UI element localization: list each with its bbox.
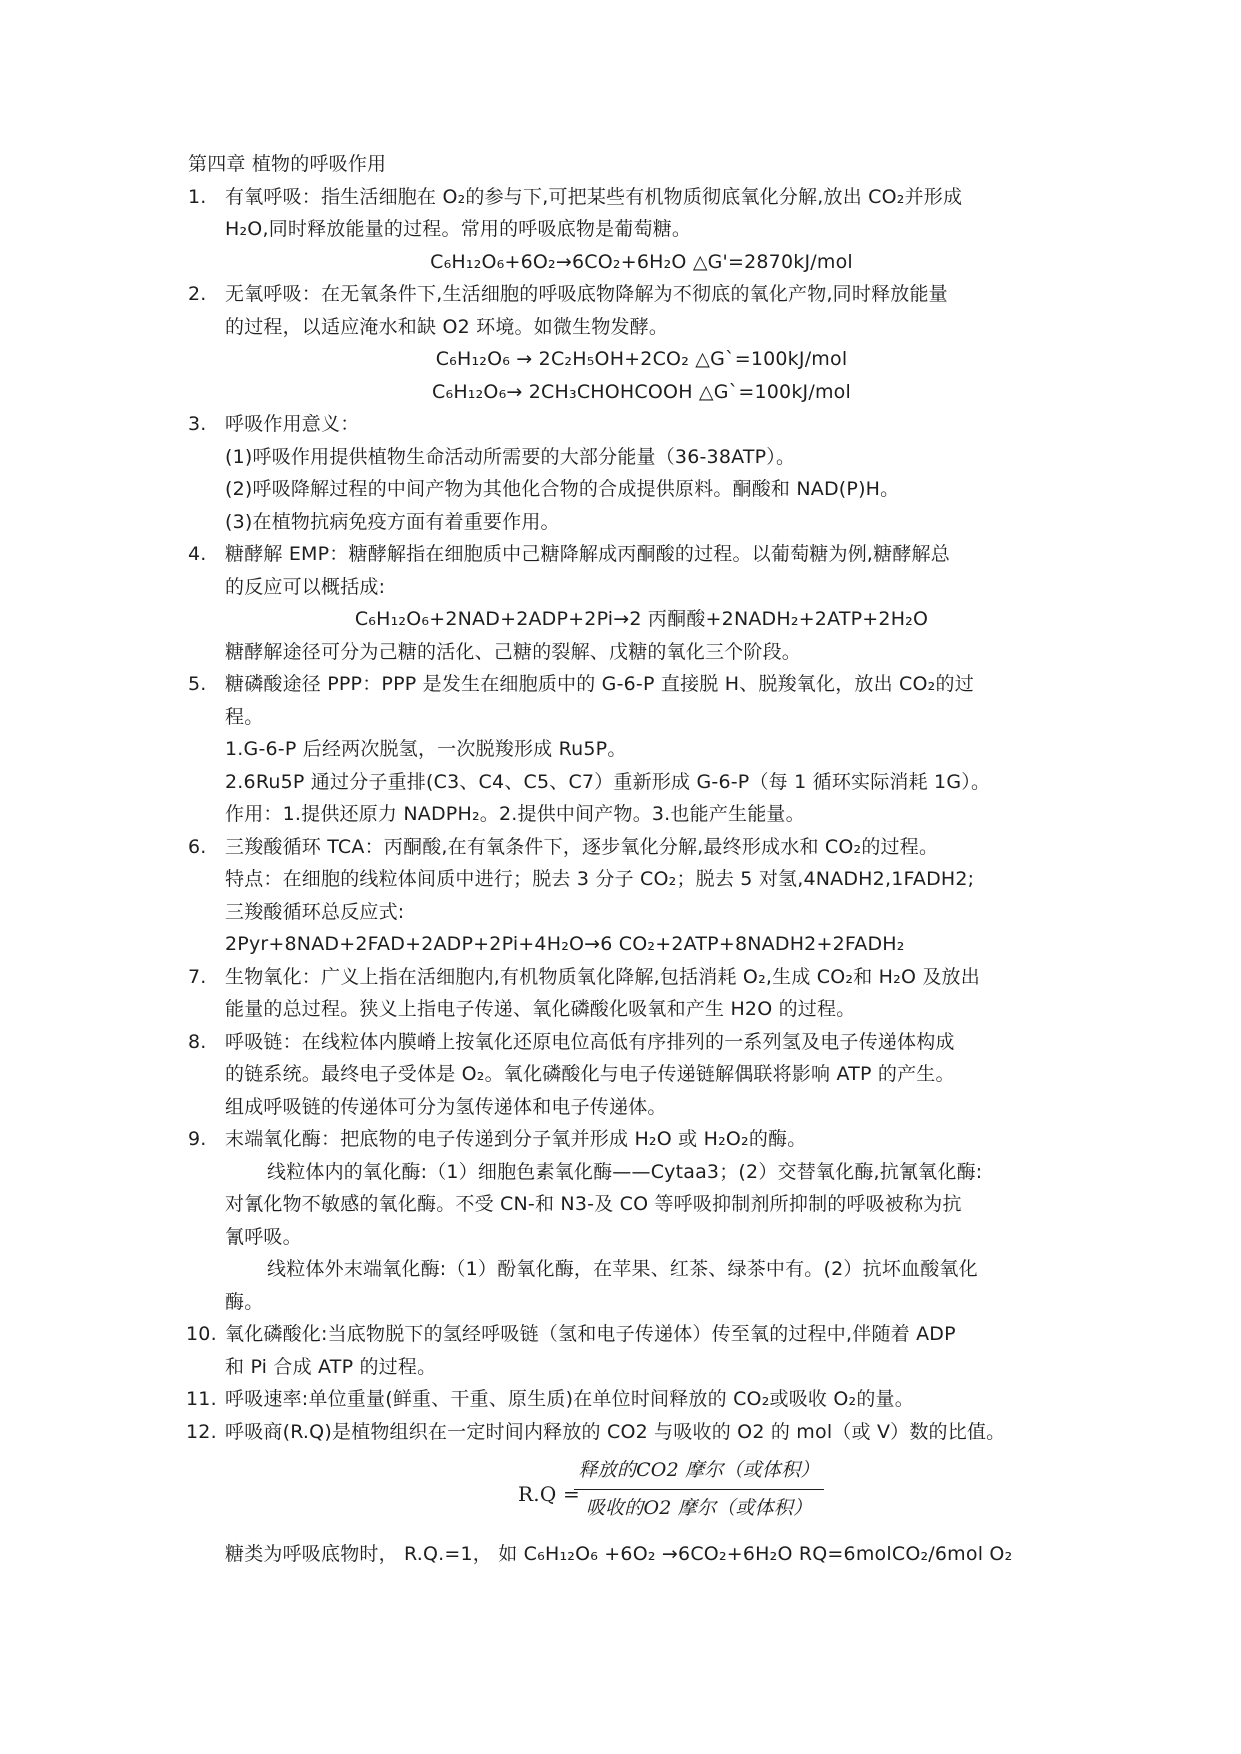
chapter-title: 第四章 植物的呼吸作用 — [188, 153, 387, 175]
list-item-6 — [188, 831, 1058, 961]
list-item-2 — [188, 278, 1058, 408]
item-text-line: 2.6Ru5P 通过分子重排(C3、C4、C5、C7）重新形成 G-6-P（每 1 循环实际消耗 1G）。 — [225, 770, 991, 793]
item-text-line: 生物氧化：广义上指在活细胞内,有机物质氧化降解,包括消耗 O₂,生成 CO₂和 H₂O 及放出 — [225, 965, 980, 988]
fraction-bar — [574, 1489, 824, 1490]
item-number: 5. — [188, 673, 207, 695]
item-text-line: 有氧呼吸：指生活细胞在 O₂的参与下,可把某些有机物质彻底氧化分解,放出 CO₂并形成 — [225, 185, 963, 208]
formula: C₆H₁₂O₆+2NAD+2ADP+2Pi→2 丙酮酸+2NADH₂+2ATP+2H₂O — [354, 608, 929, 630]
item-text-line: (2)呼吸降解过程的中间产物为其他化合物的合成提供原料。酮酸和 NAD(P)H。 — [225, 478, 900, 500]
formula: C₆H₁₂O₆+6O₂→6CO₂+6H₂O △G'=2870kJ/mol — [430, 250, 853, 273]
rq-equation — [225, 1454, 1058, 1538]
item-text-line: 对氰化物不敏感的氧化酶。不受 CN-和 N3-及 CO 等呼吸抑制剂所抑制的呼吸被称为抗 — [225, 1193, 962, 1215]
item-text-line: (3)在植物抗病免疫方面有着重要作用。 — [225, 510, 560, 533]
rq-lhs: R.Q = — [518, 1482, 580, 1506]
item-text-line: (1)呼吸作用提供植物生命活动所需要的大部分能量（36-38ATP）。 — [225, 445, 796, 468]
rq-denominator: 吸收的O2 摩尔（或体积） — [585, 1496, 813, 1519]
item-text-line: 2Pyr+8NAD+2FAD+2ADP+2Pi+4H₂O→6 CO₂+2ATP+8NADH2+2FADH₂ — [225, 933, 905, 955]
rq-numerator: 释放的CO2 摩尔（或体积） — [578, 1459, 820, 1481]
item-text-line: 作用：1.提供还原力 NADPH₂。2.提供中间产物。3.也能产生能量。 — [225, 803, 805, 825]
item-text-line: 酶。 — [225, 1290, 264, 1313]
list-item-12 — [188, 1416, 1058, 1571]
item-text-line: 1.G-6-P 后经两次脱氢，一次脱羧形成 Ru5P。 — [225, 738, 627, 760]
item-number: 8. — [188, 1030, 207, 1053]
item-text-line: H₂O,同时释放能量的过程。常用的呼吸底物是葡萄糖。 — [225, 218, 692, 240]
list-item-9 — [188, 1123, 1058, 1318]
item-text-line: 糖酵解途径可分为己糖的活化、己糖的裂解、戊糖的氧化三个阶段。 — [225, 640, 802, 663]
item-number: 4. — [188, 543, 207, 565]
item-text-line: 的链系统。最终电子受体是 O₂。氧化磷酸化与电子传递链解偶联将影响 ATP 的产生。 — [225, 1063, 955, 1085]
list-item-8 — [188, 1026, 1058, 1124]
list-item-4 — [188, 538, 1058, 668]
item-text-line: 三羧酸循环 TCA：丙酮酸,在有氧条件下，逐步氧化分解,最终形成水和 CO₂的过程。 — [225, 835, 939, 858]
item-text-line: 呼吸作用意义： — [225, 413, 360, 435]
item-text-line: 线粒体内的氧化酶:（1）细胞色素氧化酶——Cytaa3；(2）交替氧化酶,抗氰氧化酶: — [267, 1160, 983, 1183]
list-item-10 — [188, 1318, 1058, 1383]
item-number: 9. — [188, 1128, 207, 1150]
list-item-1 — [188, 181, 1058, 279]
item-number: 1. — [188, 185, 207, 208]
item-number: 7. — [188, 965, 207, 988]
item-text-line: 特点：在细胞的线粒体间质中进行；脱去 3 分子 CO₂；脱去 5 对氢,4NADH2,1FADH2; — [225, 868, 975, 890]
document-body — [188, 148, 1058, 1571]
item-number: 11. — [186, 1388, 217, 1410]
rq-fraction — [574, 1454, 824, 1524]
list-item-7 — [188, 961, 1058, 1026]
item-number: 12. — [186, 1420, 217, 1443]
item-text-line: 糖磷酸途径 PPP：PPP 是发生在细胞质中的 G-6-P 直接脱 H、脱羧氧化，放出 CO₂的过 — [225, 673, 974, 695]
item-text-line: 氧化磷酸化:当底物脱下的氢经呼吸链（氢和电子传递体）传至氧的过程中,伴随着 ADP — [225, 1323, 956, 1345]
item-text-line: 组成呼吸链的传递体可分为氢传递体和电子传递体。 — [225, 1095, 667, 1118]
item-text-line: 无氧呼吸：在无氧条件下,生活细胞的呼吸底物降解为不彻底的氧化产物,同时释放能量 — [225, 283, 948, 305]
item-number: 10. — [186, 1323, 217, 1345]
item-text-line: 呼吸商(R.Q)是植物组织在一定时间内释放的 CO2 与吸收的 O2 的 mol（或 V）数的比值。 — [225, 1420, 1006, 1443]
item-number: 3. — [188, 413, 207, 435]
formula: C₆H₁₂O₆ → 2C₂H₅OH+2CO₂ △G`=100kJ/mol — [435, 348, 848, 370]
list-item-5 — [188, 668, 1058, 831]
item-text-line: 糖类为呼吸底物时， R.Q.=1， 如 C₆H₁₂O₆ +6O₂ →6CO₂+6H₂O RQ=6molCO₂/6mol O₂ — [225, 1543, 1013, 1565]
item-text-line: 程。 — [225, 705, 264, 728]
list-item-3 — [188, 408, 1058, 538]
item-text-line: 线粒体外末端氧化酶:（1）酚氧化酶，在苹果、红茶、绿茶中有。(2）抗坏血酸氧化 — [267, 1258, 978, 1280]
item-text-line: 和 Pi 合成 ATP 的过程。 — [225, 1355, 437, 1378]
item-text-line: 呼吸链：在线粒体内膜嵴上按氧化还原电位高低有序排列的一系列氢及电子传递体构成 — [225, 1030, 955, 1053]
list-item-11 — [188, 1383, 1058, 1416]
item-text-line: 的过程，以适应淹水和缺 O2 环境。如微生物发酵。 — [225, 315, 669, 338]
item-number: 2. — [188, 283, 207, 305]
item-text-line: 糖酵解 EMP：糖酵解指在细胞质中己糖降解成丙酮酸的过程。以葡萄糖为例,糖酵解总 — [225, 543, 950, 565]
item-text-line: 末端氧化酶：把底物的电子传递到分子氧并形成 H₂O 或 H₂O₂的酶。 — [225, 1128, 807, 1150]
item-number: 6. — [188, 835, 207, 858]
item-text-line: 能量的总过程。狭义上指电子传递、氧化磷酸化吸氧和产生 H2O 的过程。 — [225, 998, 856, 1020]
item-text-line: 呼吸速率:单位重量(鲜重、干重、原生质)在单位时间释放的 CO₂或吸收 O₂的量。 — [225, 1388, 914, 1410]
item-text-line: 三羧酸循环总反应式: — [225, 900, 405, 923]
item-text-line: 氰呼吸。 — [225, 1225, 302, 1248]
formula: C₆H₁₂O₆→ 2CH₃CHOHCOOH △G`=100kJ/mol — [432, 380, 851, 403]
item-text-line: 的反应可以概括成: — [225, 575, 386, 598]
